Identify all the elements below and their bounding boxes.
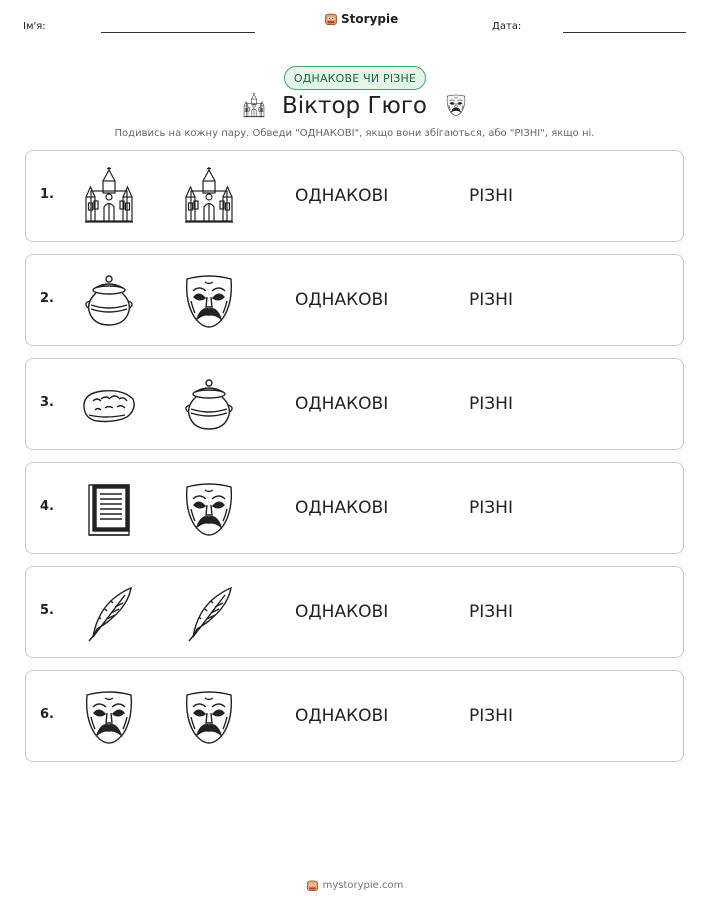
- tragedy-mask-icon: [179, 687, 239, 747]
- date-label: Дата:: [492, 21, 522, 32]
- option-different[interactable]: РІЗНІ: [469, 498, 513, 518]
- cathedral-icon: [79, 167, 139, 227]
- cathedral-icon: [179, 167, 239, 227]
- name-label: Ім'я:: [23, 21, 46, 32]
- option-different[interactable]: РІЗНІ: [469, 186, 513, 206]
- quill-icon: [79, 583, 139, 643]
- option-different[interactable]: РІЗНІ: [469, 602, 513, 622]
- cathedral-icon: [241, 91, 267, 121]
- storypie-logo-icon: [306, 879, 319, 892]
- row-number: 6.: [40, 707, 54, 722]
- option-different[interactable]: РІЗНІ: [469, 706, 513, 726]
- title-row: [0, 90, 709, 128]
- option-same[interactable]: ОДНАКОВІ: [295, 706, 389, 726]
- pot-icon: [79, 271, 139, 331]
- name-line[interactable]: [101, 32, 255, 33]
- row-number: 5.: [40, 603, 54, 618]
- brand-name: Storypie: [341, 12, 399, 26]
- storypie-logo-icon: [324, 12, 338, 26]
- pair-row: [25, 150, 684, 242]
- pair-row: [25, 670, 684, 762]
- brand: [324, 12, 398, 26]
- option-same[interactable]: ОДНАКОВІ: [295, 602, 389, 622]
- bread-icon: [79, 375, 139, 435]
- option-different[interactable]: РІЗНІ: [469, 290, 513, 310]
- tragedy-mask-icon: [444, 91, 468, 119]
- tragedy-mask-icon: [179, 479, 239, 539]
- tragedy-mask-icon: [179, 271, 239, 331]
- option-same[interactable]: ОДНАКОВІ: [295, 290, 389, 310]
- footer: [0, 879, 709, 892]
- tragedy-mask-icon: [79, 687, 139, 747]
- pair-row: [25, 462, 684, 554]
- page-title: Віктор Гюго: [282, 93, 427, 119]
- option-different[interactable]: РІЗНІ: [469, 394, 513, 414]
- instructions: Подивись на кожну пару. Обведи "ОДНАКОВІ", якщо вони збігаються, або "РІЗНІ", якщо ні.: [114, 128, 595, 139]
- worksheet-badge: ОДНАКОВЕ ЧИ РІЗНЕ: [284, 66, 426, 90]
- book-icon: [79, 479, 139, 539]
- footer-site: mystorypie.com: [322, 880, 404, 891]
- option-same[interactable]: ОДНАКОВІ: [295, 498, 389, 518]
- pair-row: [25, 358, 684, 450]
- row-number: 4.: [40, 499, 54, 514]
- option-same[interactable]: ОДНАКОВІ: [295, 394, 389, 414]
- quill-icon: [179, 583, 239, 643]
- date-line[interactable]: [563, 32, 686, 33]
- row-number: 1.: [40, 187, 54, 202]
- row-number: 2.: [40, 291, 54, 306]
- pair-row: [25, 566, 684, 658]
- pair-row: [25, 254, 684, 346]
- row-number: 3.: [40, 395, 54, 410]
- pot-icon: [179, 375, 239, 435]
- option-same[interactable]: ОДНАКОВІ: [295, 186, 389, 206]
